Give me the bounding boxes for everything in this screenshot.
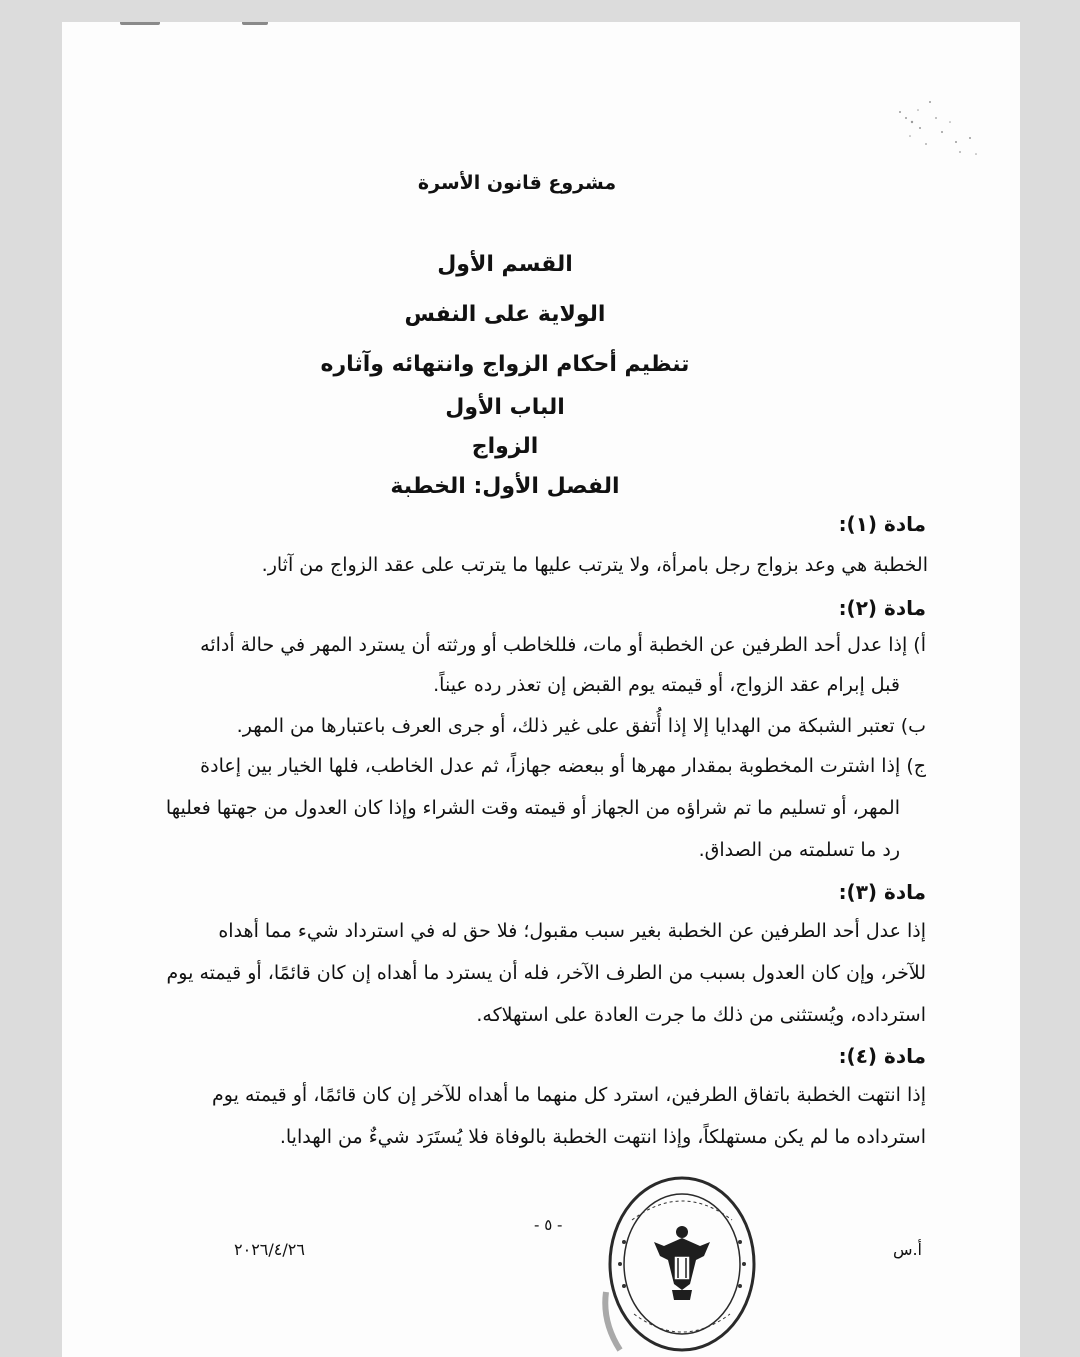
article-heading: مادة (٤): [838,1044,926,1068]
section-subheading: الولاية على النفس [404,302,606,327]
article-text-line: الخطبة هي وعد بزواج رجل بامرأة، ولا يترتب عليها ما يترتب على عقد الزواج من آثار. [261,554,928,576]
part-heading: الباب الأول [445,395,565,420]
footer-date: ٢٠٢٦/٤/٢٦ [234,1240,305,1259]
article-heading: مادة (٢): [838,596,926,620]
article-text-line: استرداده ما لم يكن مستهلكاً، وإذا انتهت الخطبة بالوفاة فلا يُستَرَد شيءٌ من الهدايا. [279,1126,926,1148]
article-text-line: أ) إذا عدل أحد الطرفين عن الخطبة أو مات، فللخاطب أو ورثته أن يسترد المهر في حالة أدائه [200,634,926,656]
document-title: مشروع قانون الأسرة [417,172,617,194]
footer-initials: أ.س [892,1240,922,1259]
scan-artifact [242,22,268,25]
scan-artifact [120,22,160,25]
article-text-line: إذا انتهت الخطبة باتفاق الطرفين، استرد كل منهما ما أهداه للآخر إن كان قائمًا، أو قيمته يوم [212,1084,926,1106]
part-subheading: الزواج [471,434,539,459]
article-text-line: المهر، أو تسليم ما تم شراؤه من الجهاز أو قيمته وقت الشراء وإذا كان العدول من جهتها فعليها [165,797,900,819]
chapter-heading: الفصل الأول: الخطبة [390,474,620,499]
scan-speckles [890,92,990,172]
official-stamp-icon [602,1172,762,1357]
page-number: - ٥ - [534,1216,563,1234]
article-heading: مادة (٣): [838,880,926,904]
document-page [62,22,1020,1357]
article-text-line: قبل إبرام عقد الزواج، أو قيمته يوم القبض إن تعذر رده عيناً. [433,674,900,696]
article-heading: مادة (١): [838,512,926,536]
section-subheading: تنظيم أحكام الزواج وانتهائه وآثاره [320,352,690,377]
article-text-line: إذا عدل أحد الطرفين عن الخطبة بغير سبب مقبول؛ فلا حق له في استرداد شيء مما أهداه [218,920,926,942]
article-text-line: ب) تعتبر الشبكة من الهدايا إلا إذا أُتفق على غير ذلك، أو جرى العرف باعتبارها من المهر. [236,715,926,737]
article-text-line: استرداده، ويُستثنى من ذلك ما جرت العادة على استهلاكه. [476,1004,926,1026]
section-heading: القسم الأول [437,252,573,277]
article-text-line: للآخر، وإن كان العدول بسبب من الطرف الآخر، فله أن يسترد ما أهداه إن كان قائمًا، أو قيمته يوم [166,962,926,984]
article-text-line: ج) إذا اشترت المخطوبة بمقدار مهرها أو ببعضه جهازاً، ثم عدل الخاطب، فلها الخيار بين إعادة [200,755,926,777]
article-text-line: رد ما تسلمته من الصداق. [698,839,900,861]
